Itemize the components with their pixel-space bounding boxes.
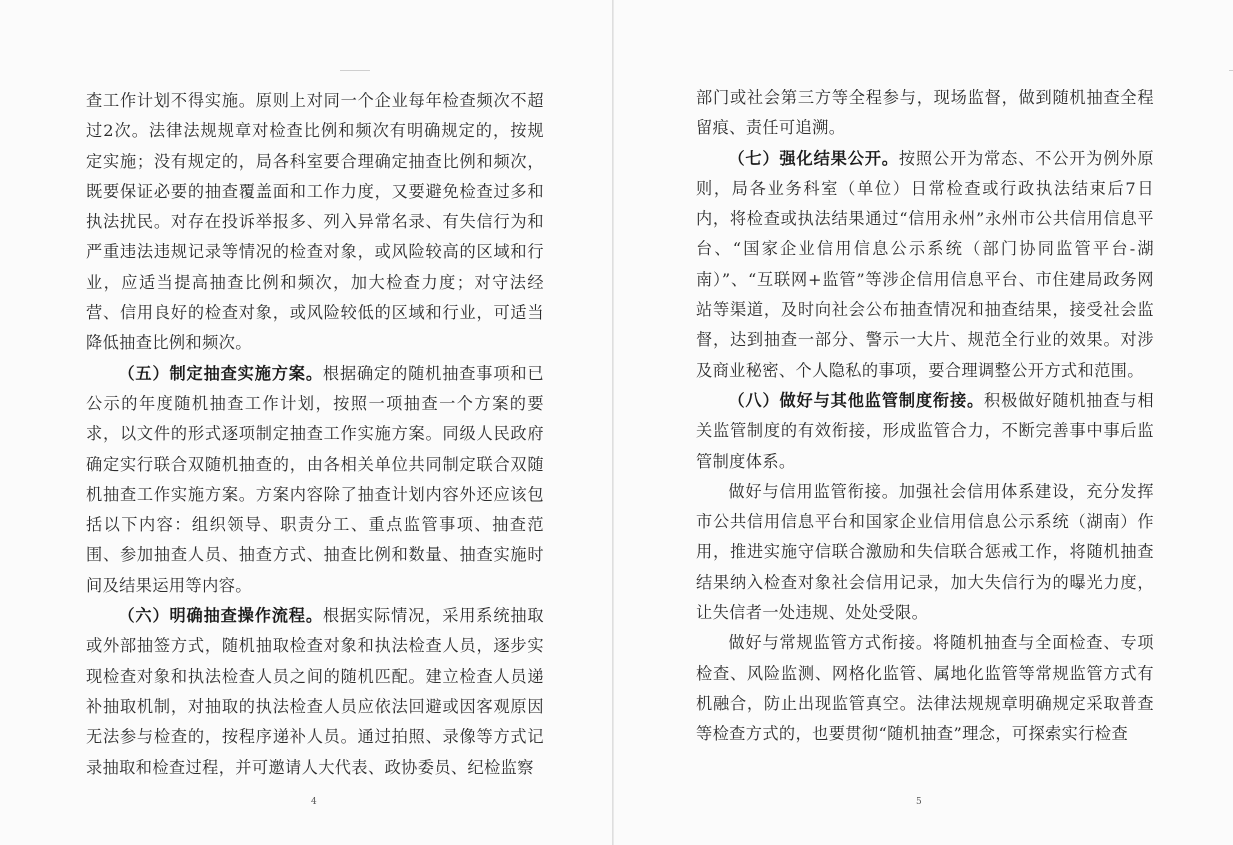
right-page-text [696,83,1154,750]
paragraph-body: 积极做好随机抽查与相关监管制度的有效衔接，形成监管合力，不断完善事中事后监管制度体系。 [696,390,1155,471]
paragraph: 部门或社会第三方等全程参与，现场监督，做到随机抽查全程留痕、责任可追溯。 [696,88,1154,138]
paragraph: 做好与信用监管衔接。加强社会信用体系建设，充分发挥市公共信用信息平台和国家企业信用信息公示系统（湖南）作用，推进实施守信联合激励和失信联合惩戒工作，将随机抽查结果纳入检查对象社会信用记录，加大失信行为的曝光力度，让失信者一处违规、处处受限。 [696,481,1154,623]
scan-artifact [1229,70,1233,71]
scan-artifact [340,70,370,71]
section-heading: （七）强化结果公开。 [728,148,899,168]
paragraph-body: 根据实际情况，采用系统抽取或外部抽签方式，随机抽取检查对象和执法检查人员，逐步实现检查对象和执法检查人员之间的随机匹配。建立检查人员递补抽取机制，对抽取的执法检查人员应依法回避或因客观原因无法参与检查的，按程序递补人员。通过拍照、录像等方式记录抽取和检查过程，并可邀请人大代表、政协委员、纪检监察 [86,606,544,777]
paragraph: 查工作计划不得实施。原则上对同一个企业每年检查频次不超过2次。法律法规规章对检查比例和频次有明确规定的，按规定实施；没有规定的，局各科室要合理确定抽查比例和频次，既要保证必要的抽查覆盖面和工作力度，又要避免检查过多和执法扰民。对存在投诉举报多、列入异常名录、有失信行为和严重违法违规记录等情况的检查对象，或风险较高的区域和行业，应适当提高抽查比例和频次，加大检查力度；对守法经营、信用良好的检查对象，或风险较低的区域和行业，可适当降低抽查比例和频次。 [86,91,544,353]
section-heading: （五）制定抽查实施方案。 [118,363,323,383]
paragraph [86,359,544,601]
left-page-text [86,86,544,783]
paragraph-body: 根据确定的随机抽查事项和已公示的年度随机抽查工作计划，按照一项抽查一个方案的要求，以文件的形式逐项制定抽查工作实施方案。同级人民政府确定实行联合双随机抽查的，由各相关单位共同制定联合双随机抽查工作实施方案。方案内容除了抽查计划内容外还应该包括以下内容：组织领导、职责分工、重点监管事项、抽查范围、参加抽查人员、抽查方式、抽查比例和数量、抽查实施时间及结果运用等内容。 [86,363,544,595]
page-number: 4 [311,797,317,807]
page-number: 5 [916,797,922,807]
paragraph [696,386,1154,477]
left-page [0,0,612,845]
section-heading: （六）明确抽查操作流程。 [118,606,323,626]
paragraph [86,601,544,783]
right-page [614,0,1233,845]
paragraph [696,144,1154,386]
paragraph-body: 按照公开为常态、不公开为例外原则，局各业务科室（单位）日常检查或行政执法结束后7日内，将检查或执法结果通过“信用永州”永州市公共信用信息平台、“国家企业信用信息公示系统（部门协同监管平台-湖南）”、“互联网+监管”等涉企信用信息平台、市住建局政务网站等渠道，及时向社会公布抽查情况和抽查结果，接受社会监督，达到抽查一部分、警示一大片、规范全行业的效果。对涉及商业秘密、个人隐私的事项，要合理调整公开方式和范围。 [696,148,1155,380]
paragraph: 做好与常规监管方式衔接。将随机抽查与全面检查、专项检查、风险监测、网格化监管、属地化监管等常规监管方式有机融合，防止出现监管真空。法律法规规章明确规定采取普查等检查方式的，也要贯彻“随机抽查”理念，可探索实行检查 [696,633,1154,744]
section-heading: （八）做好与其他监管制度衔接。 [728,390,985,410]
